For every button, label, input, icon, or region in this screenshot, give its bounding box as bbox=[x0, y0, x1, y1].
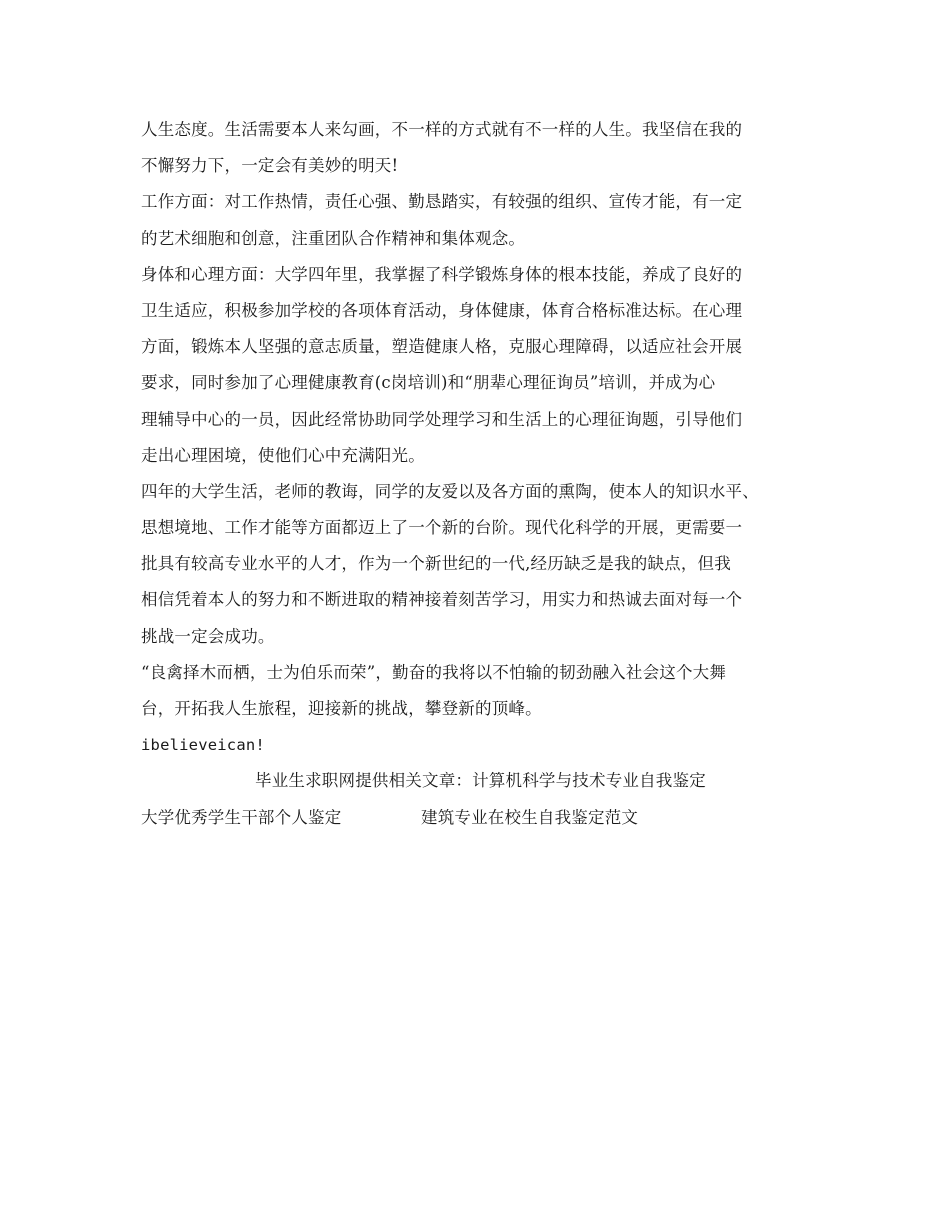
text-line: 不懈努力下，一定会有美妙的明天! bbox=[141, 156, 399, 176]
text-line: 方面，锻炼本人坚强的意志质量，塑造健康人格，克服心理障碍，以适应社会开展 bbox=[141, 337, 743, 357]
text-line: 卫生适应，积极参加学校的各项体育活动，身体健康，体育合格标准达标。在心理 bbox=[141, 300, 743, 320]
closing-line: ibelieveican! bbox=[141, 736, 265, 755]
text-line: 挑战一定会成功。 bbox=[141, 626, 275, 646]
text-line: 批具有较高专业水平的人才，作为一个新世纪的一代,经历缺乏是我的缺点，但我 bbox=[141, 554, 731, 574]
paragraph-health bbox=[141, 257, 813, 474]
related-link-architecture[interactable]: 建筑专业在校生自我鉴定范文 bbox=[421, 807, 639, 827]
text-line: 走出心理困境，使他们心中充满阳光。 bbox=[141, 445, 425, 465]
text-line: 身体和心理方面：大学四年里，我掌握了科学锻炼身体的根本技能，养成了良好的 bbox=[141, 264, 743, 284]
text-line: 人生态度。生活需要本人来勾画，不一样的方式就有不一样的人生。我坚信在我的 bbox=[141, 120, 743, 139]
text-line: “良禽择木而栖，士为伯乐而荣”，勤奋的我将以不怕输的韧劲融入社会这个大舞 bbox=[141, 662, 727, 682]
text-line: 台，开拓我人生旅程，迎接新的挑战，攀登新的顶峰。 bbox=[141, 699, 542, 718]
related-articles-list bbox=[141, 800, 813, 836]
related-articles-heading: 毕业生求职网提供相关文章：计算机科学与技术专业自我鉴定 bbox=[255, 771, 706, 791]
text-line: 的艺术细胞和创意，注重团队合作精神和集体观念。 bbox=[141, 228, 526, 248]
paragraph-attitude bbox=[141, 112, 813, 184]
text-line: 四年的大学生活，老师的教诲，同学的友爱以及各方面的熏陶，使本人的知识水平、 bbox=[141, 481, 759, 501]
text-line: 理辅导中心的一员，因此经常协助同学处理学习和生活上的心理征询题，引导他们 bbox=[141, 409, 743, 429]
text-line: 相信凭着本人的努力和不断进取的精神接着刻苦学习，用实力和热诚去面对每一个 bbox=[141, 590, 743, 610]
text-line: 思想境地、工作才能等方面都迈上了一个新的台阶。现代化科学的开展，更需要一 bbox=[141, 518, 743, 538]
related-link-student-cadre[interactable]: 大学优秀学生干部个人鉴定 bbox=[141, 807, 342, 827]
paragraph-motto bbox=[141, 655, 813, 727]
paragraph-work bbox=[141, 184, 813, 256]
text-line: 要求，同时参加了心理健康教育(c岗培训)和“朋辈心理征询员”培训，并成为心 bbox=[141, 373, 716, 393]
paragraph-university-life bbox=[141, 474, 813, 655]
text-line: 工作方面：对工作热情，责任心强、勤恳踏实，有较强的组织、宣传才能，有一定 bbox=[141, 192, 743, 212]
document-body bbox=[141, 112, 813, 836]
